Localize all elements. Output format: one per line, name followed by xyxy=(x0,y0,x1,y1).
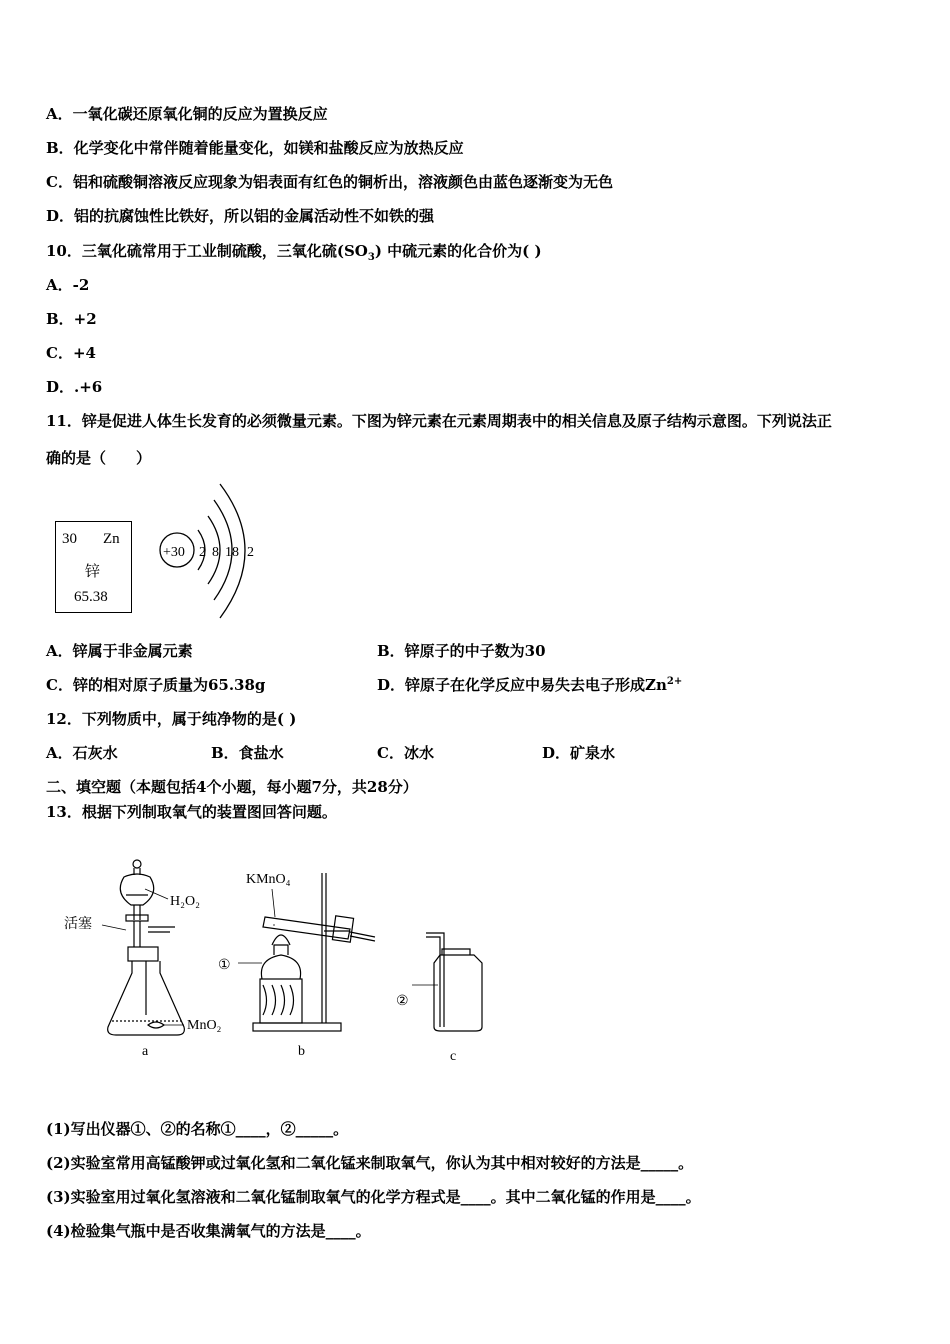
label-b: b xyxy=(298,1044,305,1059)
q12-option-b: B．食盐水 xyxy=(211,744,284,762)
label-c: c xyxy=(450,1049,457,1064)
atomic-number: 30 xyxy=(62,531,77,547)
nucleus-charge: +30 xyxy=(163,545,185,560)
label-a: a xyxy=(142,1044,149,1059)
q13-part-2: (2)实验室常用高锰酸钾或过氧化氢和二氧化锰来制取氧气，你认为其中相对较好的方法是_____。 xyxy=(46,1154,694,1172)
q9-option-b: B．化学变化中常伴随着能量变化，如镁和盐酸反应为放热反应 xyxy=(46,139,464,157)
element-name: 锌 xyxy=(85,564,101,580)
q10-option-c: C．+4 xyxy=(46,344,96,362)
element-symbol: Zn xyxy=(103,531,120,547)
label-valve: 活塞 xyxy=(64,917,92,932)
q9-option-a: A．一氧化碳还原氧化铜的反应为置换反应 xyxy=(46,105,328,123)
q13-part-1: (1)写出仪器①、②的名称①____，②_____。 xyxy=(46,1120,349,1138)
atomic-mass: 65.38 xyxy=(74,589,108,605)
apparatus-b xyxy=(238,873,375,1031)
q11-stem-line2: 确的是（ ） xyxy=(46,449,152,467)
shell-electrons: 2 xyxy=(199,545,206,560)
q11-option-c: C．锌的相对原子质量为65.38g xyxy=(46,676,266,694)
q10-stem xyxy=(46,240,542,263)
shell-electrons: 8 xyxy=(212,545,219,560)
q12-option-c: C．冰水 xyxy=(377,744,434,762)
apparatus-a xyxy=(102,860,184,1035)
q10-option-d: D．.+6 xyxy=(46,378,103,396)
q12-option-a: A．石灰水 xyxy=(46,744,118,762)
label-h2o2: H₂O₂ xyxy=(170,894,200,909)
q12-stem: 12．下列物质中，属于纯净物的是( ) xyxy=(46,710,297,728)
q11-option-b: B．锌原子的中子数为30 xyxy=(377,642,546,660)
q11-option-a: A．锌属于非金属元素 xyxy=(46,642,193,660)
label-kmno4: KMnO₄ xyxy=(246,872,291,887)
label-circle-1: ① xyxy=(218,958,231,973)
apparatus-c xyxy=(412,933,482,1031)
q10-option-b: B．+2 xyxy=(46,310,97,328)
q10-stem-pre: 10．三氧化硫常用于工业制硫酸，三氧化硫(SO xyxy=(46,242,368,260)
q13-stem: 13．根据下列制取氧气的装置图回答问题。 xyxy=(46,803,337,821)
q11-stem-line1: 11．锌是促进人体生长发育的必须微量元素。下图为锌元素在元素周期表中的相关信息及原子结构示意图。下列说法正 xyxy=(46,412,832,430)
periodic-table-cell xyxy=(55,521,132,613)
shell-electrons: 2 xyxy=(247,545,254,560)
oxygen-apparatus-figure xyxy=(60,855,500,1070)
q12-option-d: D．矿泉水 xyxy=(542,744,616,762)
q10-stem-post: ) 中硫元素的化合价为( ) xyxy=(374,242,542,260)
q13-part-4: (4)检验集气瓶中是否收集满氧气的方法是____。 xyxy=(46,1222,371,1240)
q11-option-d xyxy=(377,674,682,695)
q9-option-c: C．铝和硫酸铜溶液反应现象为铝表面有红色的铜析出，溶液颜色由蓝色逐渐变为无色 xyxy=(46,173,613,191)
label-circle-2: ② xyxy=(396,994,409,1009)
label-mno2: MnO₂ xyxy=(187,1018,222,1033)
q10-stem-sub: 3 xyxy=(367,252,375,263)
section-heading: 二、填空题（本题包括4个小题，每小题7分，共28分） xyxy=(46,778,418,796)
q9-option-d: D．铝的抗腐蚀性比铁好，所以铝的金属活动性不如铁的强 xyxy=(46,207,435,225)
q11-option-d-charge: 2+ xyxy=(666,676,683,687)
q10-option-a: A．-2 xyxy=(46,276,90,294)
q11-option-d-text: D．锌原子在化学反应中易失去电子形成Zn xyxy=(377,676,667,694)
q13-part-3: (3)实验室用过氧化氢溶液和二氧化锰制取氧气的化学方程式是____。其中二氧化锰的作用是____。 xyxy=(46,1188,701,1206)
shell-electrons: 18 xyxy=(225,545,239,560)
atom-structure-diagram xyxy=(150,478,270,624)
